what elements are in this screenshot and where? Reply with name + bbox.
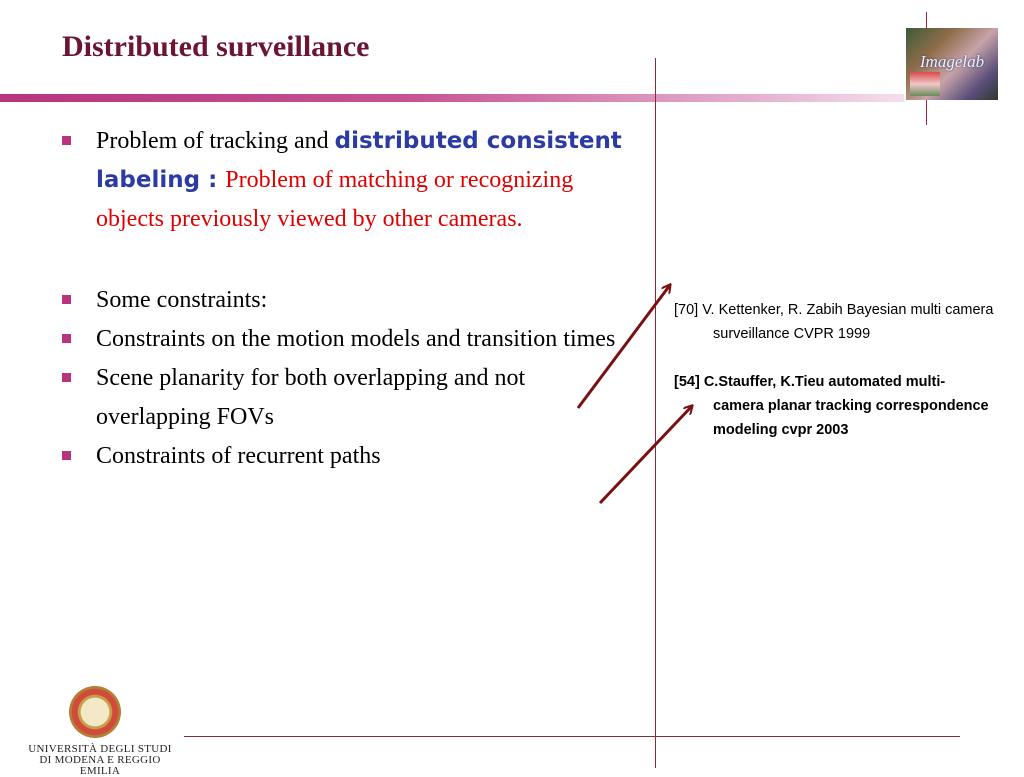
bullet-text: Constraints of recurrent paths (96, 443, 381, 469)
slide-title: Distributed surveillance (62, 30, 370, 63)
bullet-text: Problem of tracking and (96, 128, 335, 154)
logo-text: Imagelab (919, 52, 985, 71)
arrow-to-reference-70 (578, 285, 670, 408)
university-name-line2: DI MODENA E REGGIO EMILIA (39, 754, 161, 777)
reference-70: [70] V. Kettenker, R. Zabih Bayesian multi camera surveillance CVPR 1999 (674, 302, 994, 342)
arrow-to-reference-54 (600, 406, 692, 503)
university-name (26, 744, 174, 777)
definition-text: Problem of matching or recognizing objects previously viewed by other cameras. (96, 167, 574, 232)
university-name-line1: UNIVERSITÀ DEGLI STUDI (28, 743, 172, 755)
highlight-term: distributed consistent labeling : (96, 128, 622, 193)
bullet-text: Some constraints: (96, 287, 268, 313)
bullet-text: Constraints on the motion models and transition times (96, 326, 616, 352)
bullet-text: Scene planarity for both overlapping and not overlapping FOVs (96, 365, 526, 430)
reference-54: [54] C.Stauffer, K.Tieu automated multi-camera planar tracking correspondence modeling cvpr 2003 (674, 374, 989, 438)
university-seal-icon (69, 686, 121, 738)
